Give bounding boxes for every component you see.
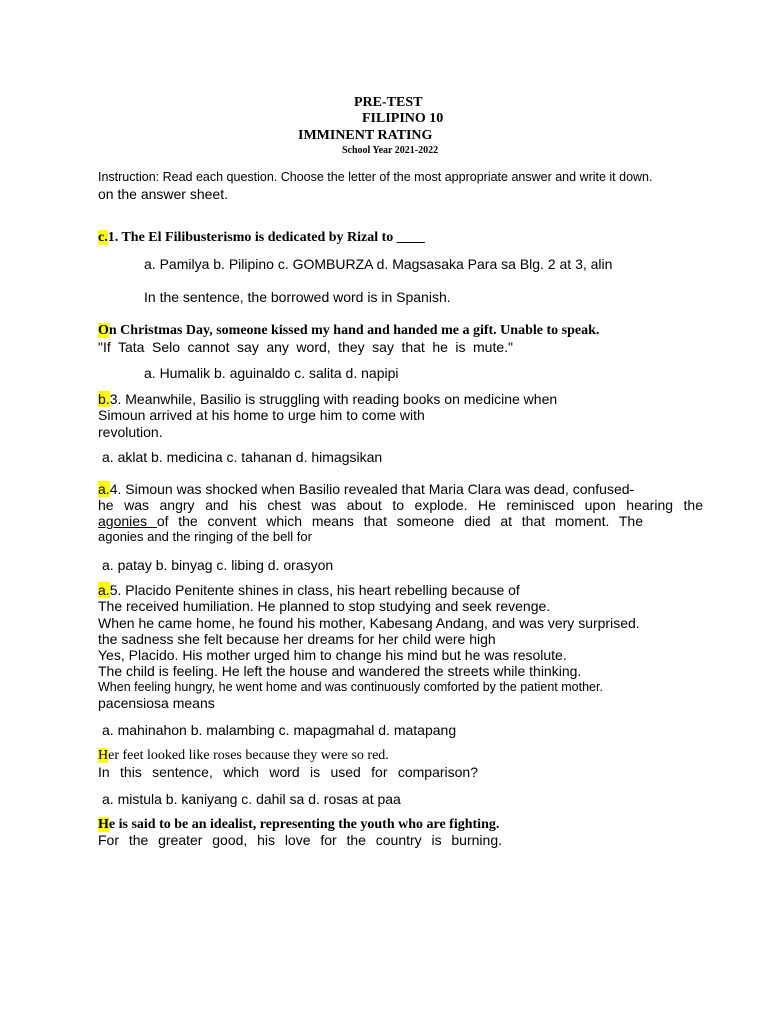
question-text: e is said to be an idealist, representing the youth who are fighting.	[108, 817, 500, 832]
question-2	[98, 323, 599, 339]
question-text: er feet looked like roses because they were so red.	[108, 748, 389, 763]
title-subject: FILIPINO 10	[362, 111, 444, 126]
answer-marker: c.	[98, 230, 108, 245]
question-text: 3. Meanwhile, Basilio is struggling with reading books on medicine when	[109, 391, 558, 407]
question-5-line-7: When feeling hungry, he went home and was continuously comforted by the patient mother.	[98, 680, 603, 694]
question-4-line-3	[98, 513, 643, 529]
question-text: 4. Simoun was shocked when Basilio revealed that Maria Clara was dead, confused-	[109, 481, 635, 497]
answer-marker: H	[98, 817, 109, 832]
question-7	[98, 817, 499, 833]
answer-marker: b.	[98, 391, 110, 407]
question-5-choices: a. mahinahon b. malambing c. mapagmahal d. matapang	[102, 722, 457, 738]
underlined-word: agonies	[98, 513, 157, 529]
question-text: n Christmas Day, someone kissed my hand and handed me a gift. Unable to speak.	[108, 323, 600, 338]
question-5-line-2: The received humiliation. He planned to stop studying and seek revenge.	[98, 598, 551, 614]
answer-marker: H	[98, 748, 109, 763]
question-5	[98, 582, 520, 598]
question-4	[98, 481, 634, 497]
question-2-line-2: "If Tata Selo cannot say any word, they say that he is mute."	[98, 339, 513, 355]
question-6-line-2: In this sentence, which word is used for comparison?	[98, 764, 478, 780]
question-4-line-2: he was angry and his chest was about to explode. He reminisced upon hearing the	[98, 497, 703, 513]
instruction-line-1: Instruction: Read each question. Choose the letter of the most appropriate answer and write it down.	[98, 170, 653, 184]
question-3-line-3: revolution.	[98, 424, 163, 440]
question-6	[98, 748, 389, 764]
question-7-line-2: For the greater good, his love for the country is burning.	[98, 832, 502, 848]
line-rest: of the convent which means that someone died at that moment. The	[156, 513, 643, 529]
question-3	[98, 391, 557, 407]
question-text: 5. Placido Penitente shines in class, his heart rebelling because of	[109, 582, 520, 598]
answer-marker: a.	[98, 582, 110, 598]
question-5-line-8: pacensiosa means	[98, 695, 215, 711]
instruction-line-2: on the answer sheet.	[98, 186, 228, 202]
question-4-line-4: agonies and the ringing of the bell for	[98, 529, 312, 544]
answer-marker: O	[98, 323, 109, 338]
question-2-choices: a. Humalik b. aguinaldo c. salita d. napipi	[144, 365, 399, 381]
school-year: School Year 2021-2022	[342, 145, 439, 156]
question-4-choices: a. patay b. binyag c. libing d. orasyon	[102, 557, 334, 573]
question-1	[98, 230, 425, 246]
question-5-line-5: Yes, Placido. His mother urged him to change his mind but he was resolute.	[98, 647, 567, 663]
question-5-line-6: The child is feeling. He left the house and wandered the streets while thinking.	[98, 663, 582, 679]
question-5-line-3: When he came home, he found his mother, Kabesang Andang, and was very surprised.	[98, 615, 640, 631]
question-1-choices: a. Pamilya b. Pilipino c. GOMBURZA d. Magsasaka Para sa Blg. 2 at 3, alin	[144, 256, 613, 272]
question-2-prompt: In the sentence, the borrowed word is in Spanish.	[144, 289, 451, 305]
question-5-line-4: the sadness she felt because her dreams for her child were high	[98, 631, 496, 647]
question-3-choices: a. aklat b. medicina c. tahanan d. himagsikan	[102, 449, 383, 465]
title-pretest: PRE-TEST	[354, 95, 423, 110]
question-3-line-2: Simoun arrived at his home to urge him to come with	[98, 407, 425, 423]
question-6-choices: a. mistula b. kaniyang c. dahil sa d. rosas at paa	[102, 791, 401, 807]
answer-marker: a.	[98, 481, 110, 497]
question-text: 1. The El Filibusterismo is dedicated by Rizal to ____	[107, 230, 425, 245]
title-rating: IMMINENT RATING	[298, 128, 433, 143]
